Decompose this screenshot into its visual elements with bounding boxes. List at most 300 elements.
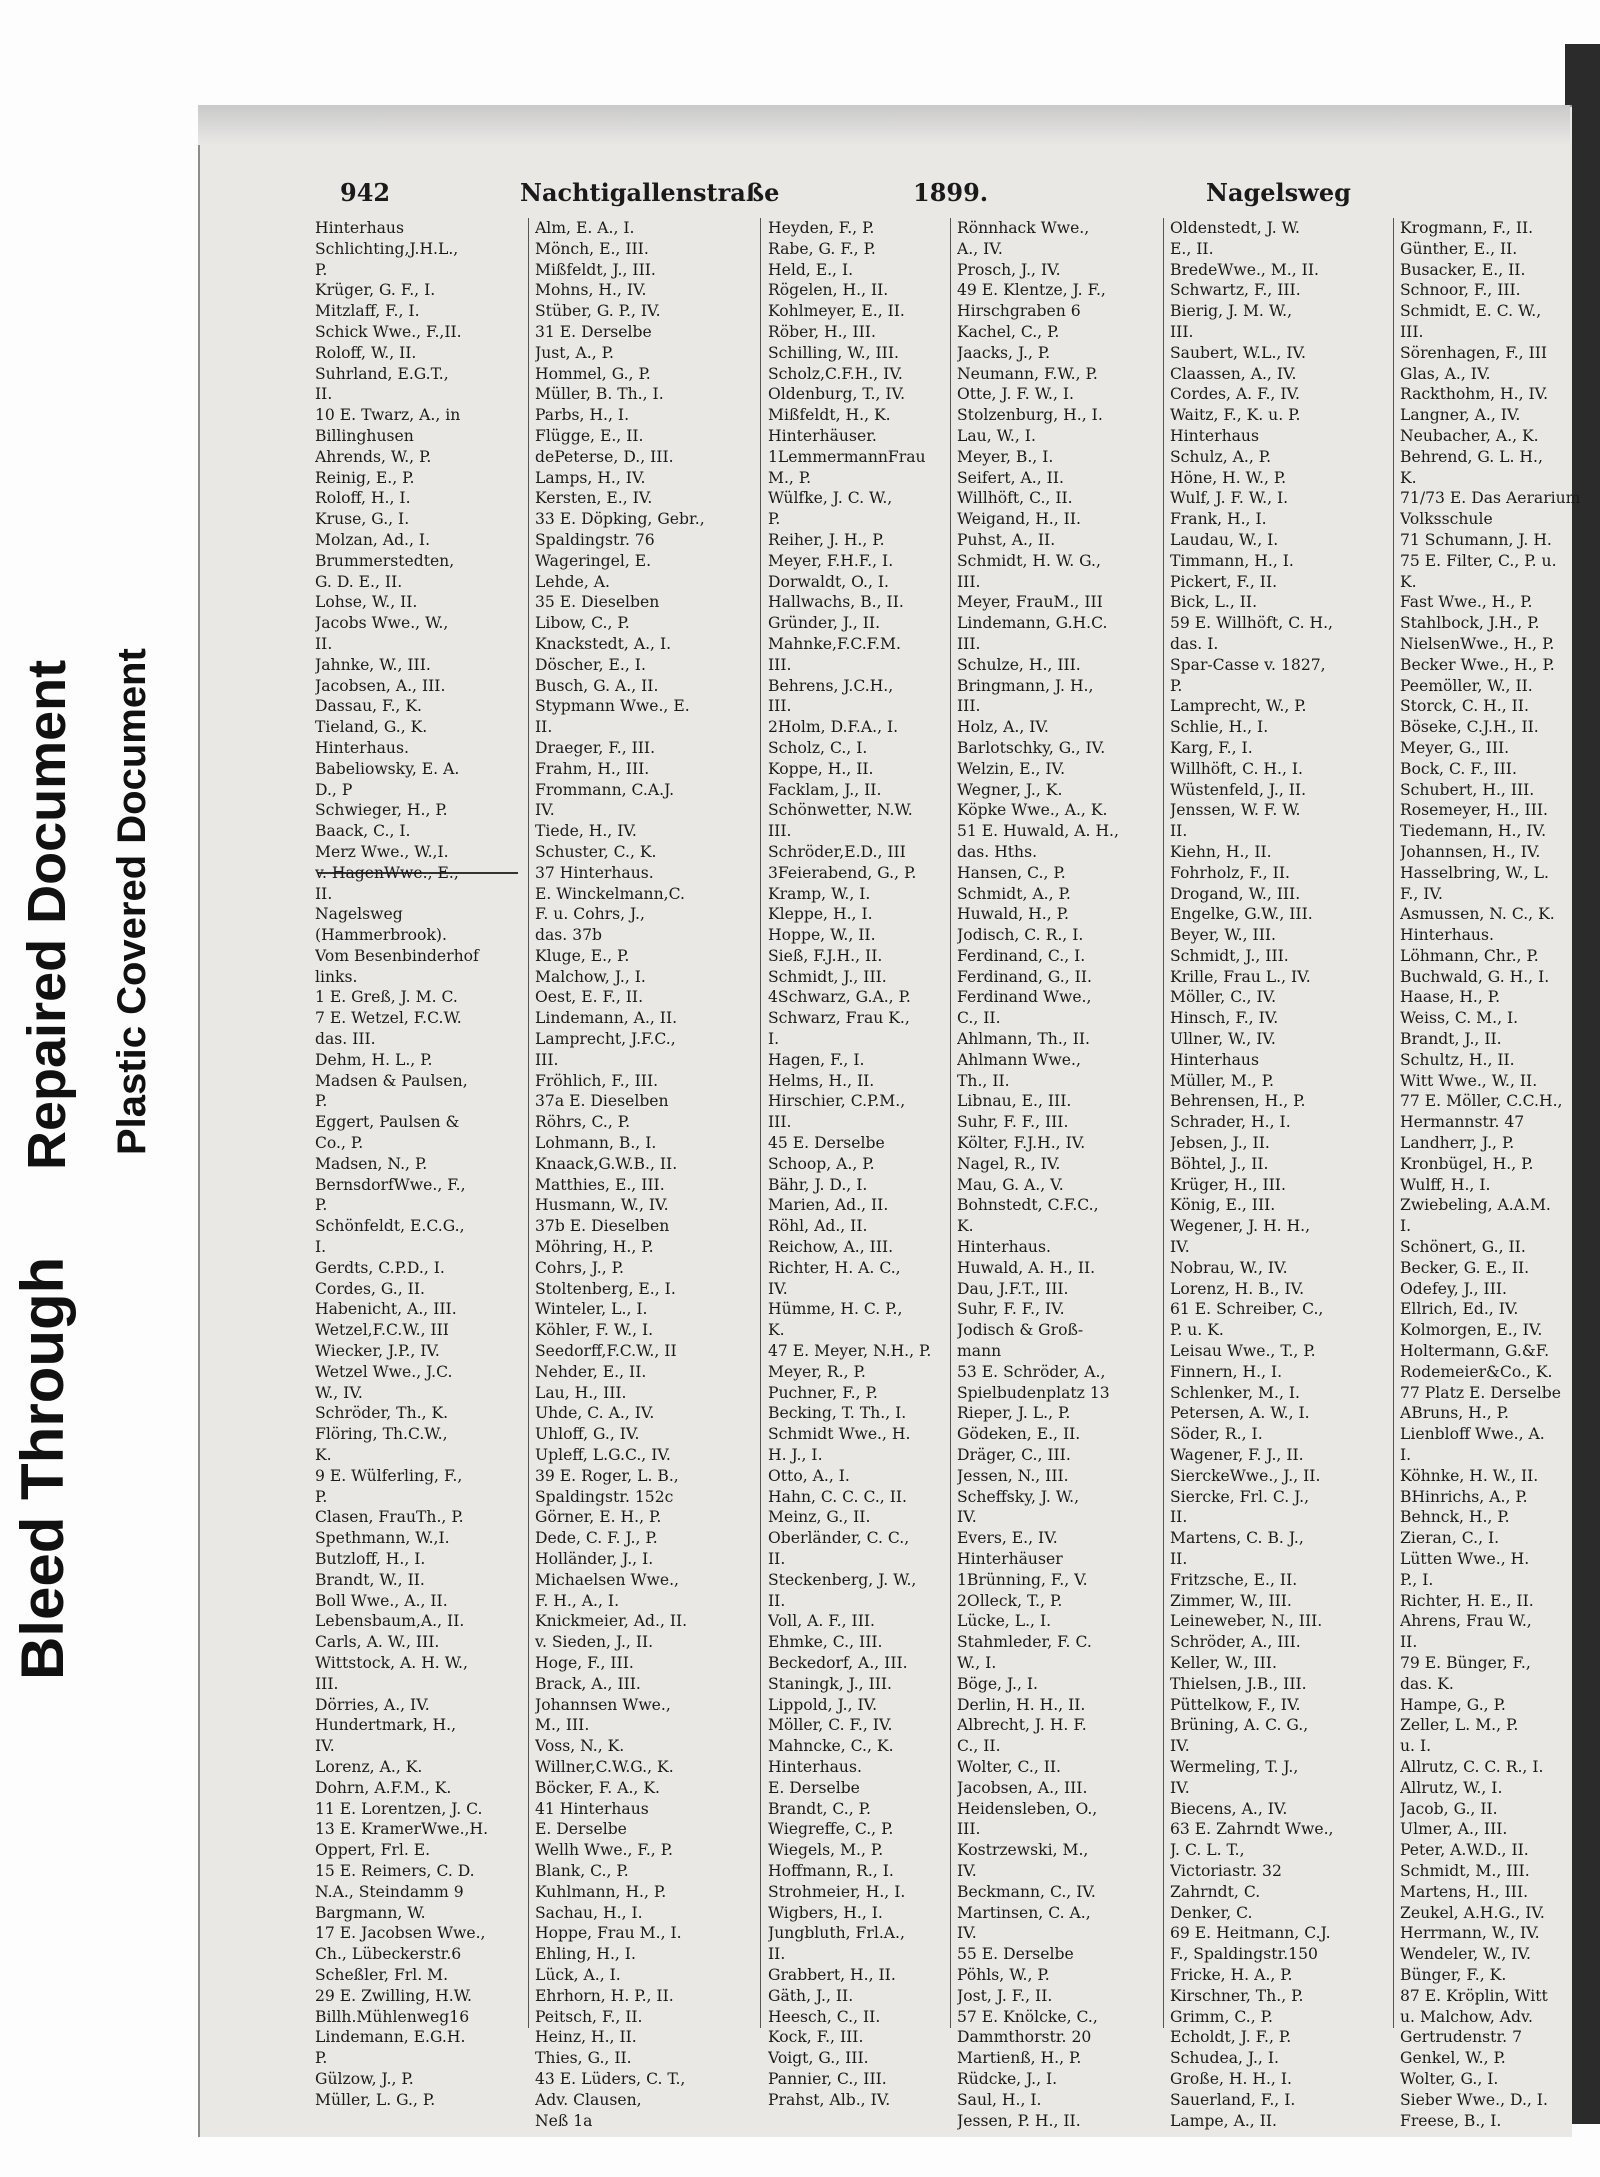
directory-entry: Bock, C. F., III.: [1400, 759, 1517, 778]
running-head-right: Nagelsweg: [1206, 178, 1351, 207]
directory-entry: III.: [957, 634, 981, 653]
directory-entry: Voigt, G., III.: [768, 2049, 869, 2068]
directory-entry: Busch, G. A., II.: [535, 676, 659, 695]
directory-entry: Behnck, H., P.: [1400, 1508, 1510, 1527]
directory-entry: II.: [315, 385, 333, 404]
directory-entry: Söder, R., I.: [1170, 1425, 1263, 1444]
directory-entry: P. u. K.: [1170, 1321, 1224, 1340]
directory-entry: Frank, H., I.: [1170, 510, 1267, 529]
directory-entry: Dede, C. F. J., P.: [535, 1529, 658, 1548]
directory-entry: Voss, N., K.: [535, 1737, 625, 1756]
directory-entry: Hermannstr. 47: [1400, 1113, 1525, 1132]
directory-entry: BHinrichs, A., P.: [1400, 1487, 1528, 1506]
directory-entry: Jodisch & Groß-: [957, 1321, 1084, 1340]
directory-entry: Krille, Frau L., IV.: [1170, 967, 1311, 986]
directory-entry: Schmidt, J., III.: [768, 967, 887, 986]
directory-entry: Jacob, G., II.: [1400, 1799, 1498, 1818]
directory-entry: Brandt, W., II.: [315, 1570, 425, 1589]
directory-entry: Witt Wwe., W., II.: [1400, 1071, 1538, 1090]
directory-entry: Kostrzewski, M.,: [957, 1841, 1089, 1860]
directory-entry: 37a E. Dieselben: [535, 1092, 669, 1111]
directory-entry: Ulmer, A., III.: [1400, 1820, 1508, 1839]
directory-entry: II.: [1400, 1633, 1418, 1652]
directory-entry: Oppert, Frl. E.: [315, 1841, 431, 1860]
directory-entry: Kluge, E., P.: [535, 946, 630, 965]
directory-entry: IV.: [1170, 1737, 1190, 1756]
directory-entry: I.: [768, 1030, 780, 1049]
directory-entry: Köpke Wwe., A., K.: [957, 801, 1108, 820]
directory-entry: Fricke, H. A., P.: [1170, 1965, 1293, 1984]
directory-entry: Matthies, E., III.: [535, 1175, 665, 1194]
directory-entry: 57 E. Knölcke, C.,: [957, 2007, 1098, 2026]
directory-entry: I.: [315, 1238, 327, 1257]
directory-entry: Bähr, J. D., I.: [768, 1175, 868, 1194]
directory-entry: Müller, M., P.: [1170, 1071, 1274, 1090]
directory-entry: Jodisch, C. R., I.: [957, 926, 1084, 945]
directory-entry: Fohrholz, F., II.: [1170, 863, 1290, 882]
directory-entry: Jacobsen, A., III.: [957, 1778, 1088, 1797]
directory-entry: IV.: [315, 1737, 335, 1756]
directory-entry: Ellrich, Ed., IV.: [1400, 1300, 1519, 1319]
directory-entry: Sachau, H., I.: [535, 1903, 643, 1922]
directory-entry: Allrutz, W., I.: [1400, 1778, 1503, 1797]
directory-entry: Prosch, J., IV.: [957, 260, 1061, 279]
directory-entry: Ferdinand, C., I.: [957, 946, 1086, 965]
directory-entry: Schwarz, Frau K.,: [768, 1009, 910, 1028]
directory-entry: Röber, H., III.: [768, 322, 876, 341]
directory-entry: Babeliowsky, E. A.: [315, 759, 460, 778]
directory-entry: 3Feierabend, G., P.: [768, 863, 917, 882]
directory-entry: 75 E. Filter, C., P. u.: [1400, 551, 1557, 570]
directory-entry: III.: [768, 822, 792, 841]
directory-entry: Hampe, G., P.: [1400, 1695, 1506, 1714]
directory-entry: Schwieger, H., P.: [315, 801, 448, 820]
directory-entry: 2Holm, D.F.A., I.: [768, 718, 899, 737]
directory-entry: Sieber Wwe., D., I.: [1400, 2090, 1548, 2109]
directory-entry: Frommann, C.A.J.: [535, 780, 675, 799]
directory-entry: Möller, C., IV.: [1170, 988, 1277, 1007]
directory-entry: Hinterhaus.: [768, 1757, 862, 1776]
directory-entry: Wiegels, M., P.: [768, 1841, 884, 1860]
directory-entry: Tieland, G., K.: [315, 718, 428, 737]
directory-entry: Jacobsen, A., III.: [315, 676, 446, 695]
directory-entry: Lau, H., III.: [535, 1383, 627, 1402]
directory-entry: Willhöft, C., II.: [957, 489, 1073, 508]
directory-entry: Denker, C.: [1170, 1903, 1253, 1922]
directory-entry: Lippold, J., IV.: [768, 1695, 878, 1714]
directory-entry: Bick, L., II.: [1170, 593, 1258, 612]
directory-entry: Baack, C., I.: [315, 822, 411, 841]
directory-entry: Gerdts, C.P.D., I.: [315, 1258, 445, 1277]
column-rule: [1393, 218, 1394, 2028]
directory-entry: Cordes, G., II.: [315, 1279, 425, 1298]
directory-entry: Lamprecht, J.F.C.,: [535, 1030, 676, 1049]
directory-entry: Thielsen, J.B., III.: [1170, 1674, 1307, 1693]
directory-entry: Landherr, J., P.: [1400, 1134, 1515, 1153]
directory-entry: Hommel, G., P.: [535, 364, 651, 383]
directory-entry: Upleff, L.G.C., IV.: [535, 1446, 671, 1465]
directory-entry: Asmussen, N. C., K.: [1400, 905, 1555, 924]
directory-entry: Dehm, H. L., P.: [315, 1050, 433, 1069]
directory-entry: Martens, C. B. J.,: [1170, 1529, 1304, 1548]
directory-entry: Welzin, E., IV.: [957, 759, 1066, 778]
directory-entry: Suhr, F. F., IV.: [957, 1300, 1065, 1319]
directory-entry: Lamprecht, W., P.: [1170, 697, 1307, 716]
directory-entry: Lindemann, E.G.H.: [315, 2028, 466, 2047]
directory-entry: Wulff, H., I.: [1400, 1175, 1491, 1194]
directory-entry: Knackstedt, A., I.: [535, 634, 672, 653]
directory-entry: J. C. L. T.,: [1170, 1841, 1245, 1860]
column-rule: [760, 218, 761, 2028]
directory-entry: Th., II.: [957, 1071, 1010, 1090]
directory-entry: Löhmann, Chr., P.: [1400, 946, 1539, 965]
directory-entry: Haase, H., P.: [1400, 988, 1501, 1007]
directory-entry: Wiecker, J.P., IV.: [315, 1342, 440, 1361]
directory-entry: W., IV.: [315, 1383, 363, 1402]
directory-entry: Huwald, A. H., II.: [957, 1258, 1096, 1277]
directory-entry: Lienbloff Wwe., A.: [1400, 1425, 1545, 1444]
directory-column-6: [1400, 218, 1590, 2131]
directory-entry: 41 Hinterhaus: [535, 1799, 649, 1818]
directory-entry: Dorwaldt, O., I.: [768, 572, 889, 591]
directory-entry: Schmidt, H. W. G.,: [957, 551, 1101, 570]
directory-entry: Sauerland, F., I.: [1170, 2090, 1296, 2109]
directory-entry: 7 E. Wetzel, F.C.W.: [315, 1009, 462, 1028]
directory-entry: III.: [535, 1050, 559, 1069]
directory-entry: Jungbluth, Frl.A.,: [768, 1924, 905, 1943]
directory-entry: Marien, Ad., II.: [768, 1196, 889, 1215]
directory-entry: Weigand, H., II.: [957, 510, 1081, 529]
directory-entry: 29 E. Zwilling, H.W.: [315, 1986, 472, 2005]
directory-entry: Ferdinand Wwe.,: [957, 988, 1092, 1007]
directory-entry: ABruns, H., P.: [1400, 1404, 1509, 1423]
directory-entry: Vom Besenbinderhof: [315, 946, 479, 965]
directory-entry: Mahncke, C., K.: [768, 1737, 894, 1756]
directory-entry: Allrutz, C. C. R., I.: [1400, 1757, 1544, 1776]
directory-entry: Uhde, C. A., IV.: [535, 1404, 655, 1423]
directory-entry: Uhloff, G., IV.: [535, 1425, 640, 1444]
directory-entry: Wetzel,F.C.W., III: [315, 1321, 449, 1340]
directory-entry: Freese, B., I.: [1400, 2111, 1502, 2130]
directory-entry: 37b E. Dieselben: [535, 1217, 670, 1236]
directory-entry: Seifert, A., II.: [957, 468, 1064, 487]
directory-entry: NielsenWwe., H., P.: [1400, 634, 1555, 653]
directory-entry: Költer, F.J.H., IV.: [957, 1134, 1086, 1153]
directory-entry: Möller, C. F., IV.: [768, 1716, 893, 1735]
directory-entry: Kohlmeyer, E., II.: [768, 302, 905, 321]
directory-entry: Hinterhaus.: [957, 1238, 1051, 1257]
directory-entry: II.: [768, 1591, 786, 1610]
directory-entry: Rosemeyer, H., III.: [1400, 801, 1548, 820]
directory-entry: Beyer, W., III.: [1170, 926, 1276, 945]
page-number: 942: [340, 178, 391, 207]
directory-entry: Höne, H. W., P.: [1170, 468, 1287, 487]
directory-entry: C., II.: [957, 1737, 1001, 1756]
directory-entry: C., II.: [957, 1009, 1001, 1028]
directory-entry: Dammthorstr. 20: [957, 2028, 1092, 2047]
directory-entry: Becker, G. E., II.: [1400, 1258, 1530, 1277]
directory-entry: IV.: [957, 1508, 977, 1527]
directory-entry: Petersen, A. W., I.: [1170, 1404, 1310, 1423]
directory-entry: Kolmorgen, E., IV.: [1400, 1321, 1543, 1340]
directory-entry: Schubert, H., III.: [1400, 780, 1535, 799]
directory-entry: Dörries, A., IV.: [315, 1695, 430, 1714]
directory-entry: Stahmleder, F. C.: [957, 1633, 1092, 1652]
directory-entry: Albrecht, J. H. F.: [957, 1716, 1087, 1735]
directory-entry: Dräger, C., III.: [957, 1446, 1071, 1465]
directory-entry: III.: [315, 1674, 339, 1693]
directory-entry: Köhnke, H. W., II.: [1400, 1466, 1539, 1485]
directory-entry: Saul, H., I.: [957, 2090, 1042, 2109]
directory-entry: Schönfeldt, E.C.G.,: [315, 1217, 465, 1236]
directory-entry: 33 E. Döpking, Gebr.,: [535, 510, 705, 529]
directory-entry: Butzloff, H., I.: [315, 1550, 426, 1568]
directory-entry: Clasen, FrauTh., P.: [315, 1508, 464, 1527]
directory-entry: I.: [1400, 1217, 1412, 1236]
directory-entry: Claassen, A., IV.: [1170, 364, 1297, 383]
directory-entry: Lehde, A.: [535, 572, 610, 591]
directory-entry: Cordes, A. F., IV.: [1170, 385, 1300, 404]
directory-entry: M., P.: [768, 468, 812, 487]
directory-entry: III.: [957, 1820, 981, 1839]
directory-entry: Wittstock, A. H. W.,: [315, 1653, 468, 1672]
directory-entry: Jost, J. F., II.: [957, 1986, 1053, 2005]
directory-entry: Grimm, C., P.: [1170, 2007, 1273, 2026]
directory-entry: Peitsch, F., II.: [535, 2007, 643, 2026]
directory-entry: Kachel, C., P.: [957, 322, 1060, 341]
directory-entry: Kirschner, Th., P.: [1170, 1986, 1304, 2005]
directory-entry: Spar-Casse v. 1827,: [1170, 655, 1326, 674]
directory-entry: Gödeken, E., II.: [957, 1425, 1081, 1444]
directory-entry: Meyer, FrauM., III: [957, 593, 1103, 612]
directory-entry: Puchner, F., P.: [768, 1383, 878, 1402]
directory-entry: Lohmann, B., I.: [535, 1134, 657, 1153]
directory-entry: Lorenz, A., K.: [315, 1757, 423, 1776]
directory-entry: Frahm, H., III.: [535, 759, 650, 778]
directory-entry: Winteler, L., I.: [535, 1300, 648, 1319]
directory-entry: IV.: [1170, 1778, 1190, 1797]
directory-entry: Hinterhaus.: [1400, 926, 1494, 945]
directory-entry: Bohnstedt, C.F.C.,: [957, 1196, 1099, 1215]
directory-entry: Husmann, W., IV.: [535, 1196, 669, 1215]
directory-entry: Tiedemann, H., IV.: [1400, 822, 1547, 841]
directory-entry: Böhtel, J., II.: [1170, 1154, 1269, 1173]
directory-entry: Holz, A., IV.: [957, 718, 1049, 737]
directory-entry: Neubacher, A., K.: [1400, 426, 1539, 445]
directory-entry: Engelke, G.W., III.: [1170, 905, 1313, 924]
directory-entry: Holtermann, G.&F.: [1400, 1342, 1550, 1361]
directory-entry: Krogmann, F., II.: [1400, 219, 1534, 237]
directory-entry: 10 E. Twarz, A., in: [315, 406, 461, 425]
directory-entry: links.: [315, 967, 358, 986]
directory-entry: Jahnke, W., III.: [315, 655, 431, 674]
directory-entry: Molzan, Ad., I.: [315, 530, 431, 549]
directory-entry: II.: [768, 1550, 786, 1568]
directory-entry: 1 E. Greß, J. M. C.: [315, 988, 458, 1007]
directory-entry: K.: [957, 1217, 974, 1236]
directory-entry: Finnern, H., I.: [1170, 1362, 1283, 1381]
directory-entry: Spaldingstr. 76: [535, 530, 655, 549]
directory-entry: Zahrndt, C.: [1170, 1882, 1261, 1901]
directory-entry: Ch., Lübeckerstr.6: [315, 1945, 462, 1964]
directory-entry: Pickert, F., II.: [1170, 572, 1278, 591]
directory-entry: Tiede, H., IV.: [535, 822, 637, 841]
directory-entry: 61 E. Schreiber, C.,: [1170, 1300, 1324, 1319]
directory-entry: Laudau, W., I.: [1170, 530, 1279, 549]
directory-entry: Püttelkow, F., IV.: [1170, 1695, 1301, 1714]
directory-entry: A., IV.: [957, 239, 1003, 258]
directory-entry: Hallwachs, B., II.: [768, 593, 904, 612]
directory-entry: F. H., A., I.: [535, 1591, 620, 1610]
directory-entry: Sieß, F.J.H., II.: [768, 946, 883, 965]
directory-entry: 87 E. Kröplin, Witt: [1400, 1986, 1548, 2005]
directory-entry: II.: [1170, 1550, 1188, 1568]
directory-entry: Dassau, F., K.: [315, 697, 422, 716]
directory-entry: Suhrland, E.G.T.,: [315, 364, 449, 383]
directory-entry: III.: [957, 572, 981, 591]
directory-entry: 37 Hinterhaus.: [535, 863, 654, 882]
directory-entry: Richter, H. E., II.: [1400, 1591, 1534, 1610]
label-plastic-covered: Plastic Covered Document: [110, 648, 154, 1155]
directory-entry: Heesch, C., II.: [768, 2007, 881, 2026]
directory-entry: Oberländer, C. C.,: [768, 1529, 910, 1548]
directory-entry: 79 E. Bünger, F.,: [1400, 1653, 1531, 1672]
directory-entry: II.: [315, 884, 333, 903]
directory-entry: 69 E. Heitmann, C.J.: [1170, 1924, 1331, 1943]
directory-entry: Görner, E. H., P.: [535, 1508, 662, 1527]
directory-entry: Knaack,G.W.B., II.: [535, 1154, 678, 1173]
directory-entry: Martinsen, C. A.,: [957, 1903, 1091, 1922]
directory-entry: II.: [768, 1945, 786, 1964]
directory-entry: Zwiebeling, A.A.M.: [1400, 1196, 1551, 1215]
directory-entry: Jebsen, J., II.: [1170, 1134, 1270, 1153]
directory-entry: Hinterhaus.: [315, 738, 409, 757]
directory-entry: Odefey, J., III.: [1400, 1279, 1507, 1298]
directory-entry: Brüning, A. C. G.,: [1170, 1716, 1309, 1735]
directory-entry: N.A., Steindamm 9: [315, 1882, 464, 1901]
directory-entry: F., Spaldingstr.150: [1170, 1945, 1318, 1964]
directory-entry: Hirschier, C.P.M.,: [768, 1092, 906, 1111]
directory-entry: Flöring, Th.C.W.,: [315, 1425, 448, 1444]
directory-entry: 13 E. KramerWwe.,H.: [315, 1820, 489, 1839]
directory-entry: Siercke, Frl. C. J.,: [1170, 1487, 1310, 1506]
directory-entry: Schmidt, E. C. W.,: [1400, 302, 1542, 321]
directory-entry: P., I.: [1400, 1570, 1434, 1589]
directory-entry: Barlotschky, G., IV.: [957, 738, 1106, 757]
directory-entry: Zimmer, W., III.: [1170, 1591, 1292, 1610]
directory-entry: Krüger, G. F., I.: [315, 281, 436, 300]
directory-entry: IV.: [1170, 1238, 1190, 1257]
directory-entry: Beckmann, C., IV.: [957, 1882, 1096, 1901]
directory-entry: Madsen & Paulsen,: [315, 1071, 468, 1090]
directory-entry: Kersten, E., IV.: [535, 489, 653, 508]
directory-entry: Habenicht, A., III.: [315, 1300, 457, 1319]
directory-entry: Schick Wwe., F.,II.: [315, 322, 462, 341]
directory-entry: Libow, C., P.: [535, 614, 630, 633]
directory-entry: Böge, J., I.: [957, 1674, 1038, 1693]
directory-entry: Kleppe, H., I.: [768, 905, 873, 924]
directory-entry: Schlie, H., I.: [1170, 718, 1269, 737]
directory-entry: Schnoor, F., III.: [1400, 281, 1521, 300]
directory-column-3: [768, 218, 978, 2111]
directory-entry: Strohmeier, H., I.: [768, 1882, 906, 1901]
directory-entry: u. Malchow, Adv.: [1400, 2007, 1533, 2026]
directory-entry: Ehrhorn, H. P., II.: [535, 1986, 674, 2005]
directory-entry: Meyer, G., III.: [1400, 738, 1510, 757]
directory-entry: Alm, E. A., I.: [535, 219, 635, 237]
directory-entry: III.: [768, 697, 792, 716]
directory-entry: G. D. E., II.: [315, 572, 403, 591]
directory-entry: Malchow, J., I.: [535, 967, 646, 986]
directory-entry: Voll, A. F., III.: [768, 1612, 875, 1631]
directory-entry: Spethmann, W.,I.: [315, 1529, 450, 1548]
directory-entry: Schlichting,J.H.L.,: [315, 239, 459, 258]
directory-entry: Meinz, G., II.: [768, 1508, 871, 1527]
directory-entry: Co., P.: [315, 1134, 364, 1153]
directory-entry: Drogand, W., III.: [1170, 884, 1301, 903]
directory-column-2: [535, 218, 745, 2131]
directory-entry: II.: [1170, 1508, 1188, 1527]
directory-entry: K.: [315, 1446, 332, 1465]
directory-entry: Holländer, J., I.: [535, 1550, 654, 1568]
directory-entry: E., II.: [1170, 239, 1214, 258]
directory-entry: Lebensbaum,A., II.: [315, 1612, 465, 1631]
directory-entry: das. K.: [1400, 1674, 1454, 1693]
directory-entry: Weiss, C. M., I.: [1400, 1009, 1519, 1028]
directory-entry: Hinterhäuser: [957, 1550, 1063, 1568]
directory-entry: BernsdorfWwe., F.,: [315, 1175, 466, 1194]
directory-entry: Roloff, W., II.: [315, 343, 417, 362]
directory-entry: Wellh Wwe., F., P.: [535, 1841, 673, 1860]
directory-entry: Fast Wwe., H., P.: [1400, 593, 1533, 612]
directory-entry: Pöhls, W., P.: [957, 1965, 1050, 1984]
directory-entry: das. 37b: [535, 926, 603, 945]
directory-entry: 77 Platz E. Derselbe: [1400, 1383, 1561, 1402]
directory-entry: Blank, C., P.: [535, 1861, 629, 1880]
label-repaired-document: Repaired Document: [17, 659, 77, 1170]
directory-entry: Jaacks, J., P.: [957, 343, 1051, 362]
directory-entry: Bierig, J. M. W.,: [1170, 302, 1293, 321]
directory-entry: Wüstenfeld, J., II.: [1170, 780, 1307, 799]
directory-entry: Staningk, J., III.: [768, 1674, 893, 1693]
directory-entry: Bünger, F., K.: [1400, 1965, 1507, 1984]
directory-entry: F., IV.: [1400, 884, 1443, 903]
directory-entry: Derlin, H. H., II.: [957, 1695, 1086, 1714]
column-rule: [1163, 218, 1164, 2028]
directory-entry: 49 E. Klentze, J. F.,: [957, 281, 1106, 300]
directory-entry: 43 E. Lüders, C. T.,: [535, 2069, 686, 2088]
directory-entry: Meyer, B., I.: [957, 447, 1054, 466]
directory-entry: Martens, H., III.: [1400, 1882, 1529, 1901]
directory-entry: Storck, C. H., II.: [1400, 697, 1529, 716]
directory-entry: Spaldingstr. 152c: [535, 1487, 674, 1506]
directory-entry: Zeukel, A.H.G., IV.: [1400, 1903, 1545, 1922]
directory-entry: Gertrudenstr. 7: [1400, 2028, 1523, 2047]
directory-entry: Röhrs, C., P.: [535, 1113, 631, 1132]
directory-entry: 51 E. Huwald, A. H.,: [957, 822, 1119, 841]
directory-entry: P.: [315, 1092, 328, 1111]
directory-entry: Mißfeldt, J., III.: [535, 260, 656, 279]
directory-entry: (Hammerbrook).: [315, 926, 447, 945]
directory-entry: Müller, B. Th., I.: [535, 385, 664, 404]
directory-entry: Otto, A., I.: [768, 1466, 850, 1485]
directory-entry: II.: [1170, 822, 1188, 841]
running-head-year: 1899.: [913, 178, 989, 207]
directory-entry: Wegener, J. H. H.,: [1170, 1217, 1311, 1236]
directory-entry: 71 Schumann, J. H.: [1400, 530, 1552, 549]
directory-entry: Mitzlaff, F., I.: [315, 302, 420, 321]
directory-entry: BredeWwe., M., II.: [1170, 260, 1319, 279]
